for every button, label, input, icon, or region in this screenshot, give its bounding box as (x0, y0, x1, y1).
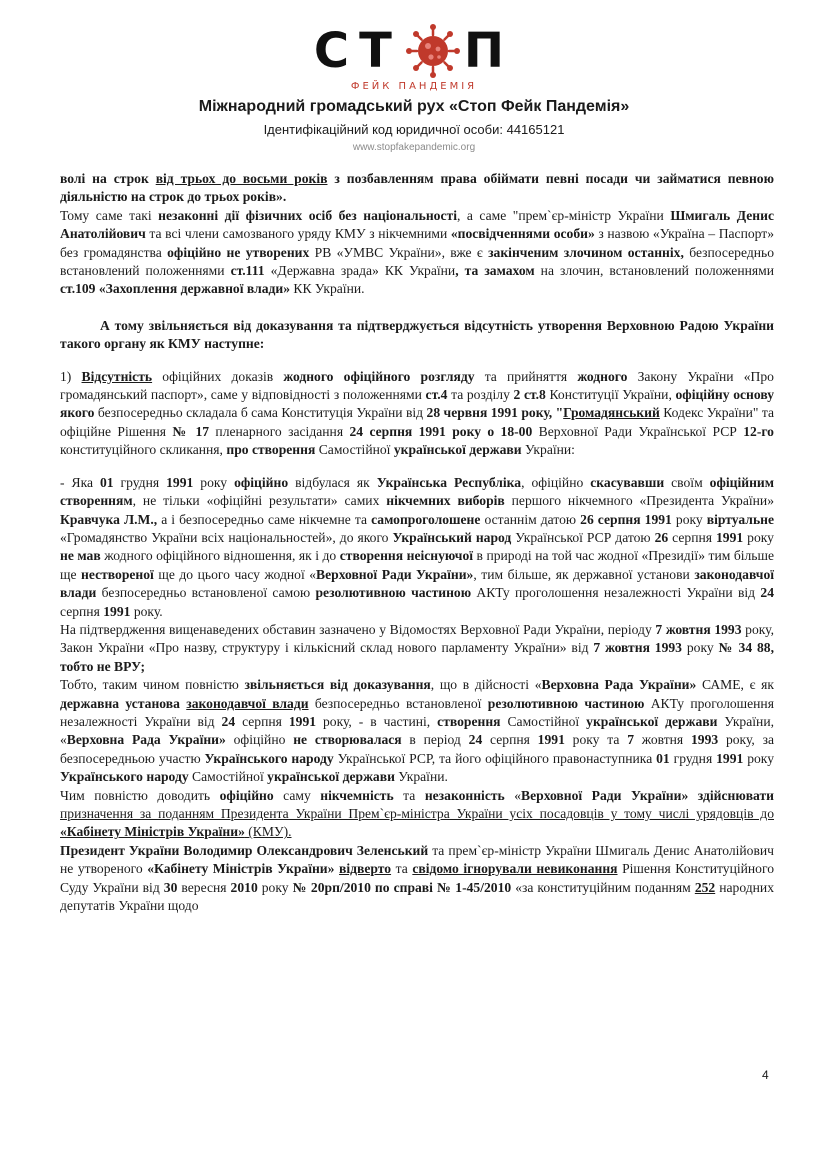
spacer (60, 299, 774, 317)
letterhead (0, 0, 828, 170)
logo (0, 20, 828, 82)
spacer (60, 354, 774, 368)
logo-tagline: ФЕЙК ПАНДЕМІЯ (350, 81, 478, 92)
paragraph-9: Президент України Володимир Олександрович Зеленський та прем`єр-міністр України Шмигаль Денис Анатолійович не утвореного «Кабінету Міністрів України» відверто та свідомо ігнорували невиконання Рішення Конституційного Суду України від 30 вересня 2010 року № 20рп/2010 по справі № 1-45/2010 «за конституційним поданням 252 народних депутатів України щодо (60, 842, 775, 914)
organization-id-code: Ідентифікаційний код юридичної особи: 44165121 (263, 122, 565, 137)
virus-icon (406, 24, 460, 78)
paragraph-5: - Яка 01 грудня 1991 року офіційно відбулася як Українська Республіка, офіційно скасувавши своїм офіційним створенням, не тільки «офіційні результати» самих нікчемних виборів першого нікчемного «Президента України» Кравчука Л.М., а і безпосередньо саме нікчемне та самопроголошене останнім датою 26 серпня 1991 року віртуальне «Громадянство України всіх національностей», до якого Український народ Української РСР датою 26 серпня 1991 року не мав жодного офіційного відношення, як і до створення неіснуючої в природі на той час жодної «Президії» тим більше ще нествореної ще до цього часу жодної «Верховної Ради України», тим більше, як державної установи законодавчої влади безпосередньо встановленої самою резолютивною частиною АКТу проголошення незалежності України від 24 серпня 1991 року. (60, 474, 775, 619)
document-body (60, 170, 774, 915)
paragraph-2: Тому саме такі незаконні дії фізичних осіб без національності, а саме "прем`єр-міністр України Шмигаль Денис Анатолійович та всі члени самозваного уряду КМУ з нікчемними «посвідченнями особи» з назвою «Україна – Паспорт» без громадянства офіційно не утворених РВ «УМВС України», вже є закінченим злочином останніх, безпосередньо встановлений положеннями ст.111 «Державна зрада» КК України, та замахом на злочин, встановлений положеннями ст.109 «Захоплення державної влади» КК України. (60, 207, 775, 297)
paragraph-6: На підтвердження вищенаведених обставин зазначено у Відомостях Верховної Ради України, періоду 7 жовтня 1993 року, Закон України «Про назву, структуру і кількісний склад нового парламенту України» від 7 жовтня 1993 року № 34 88, тобто не ВРУ; (60, 621, 774, 674)
spacer (60, 460, 774, 474)
logo-text-left: СТ (313, 23, 402, 79)
logo-text-right: П (463, 23, 515, 79)
website-link[interactable]: www.stopfakepandemic.org (352, 142, 476, 153)
paragraph-4: 1) Відсутність офіційних доказів жодного офіційного розгляду та прийняття жодного Закону України «Про громадянський паспорт», саме у відповідності з положеннями ст.4 та розділу 2 ст.8 Конституції України, офіційну основу якого безпосередньо складала б сама Конституція України від 28 червня 1991 року, "Громадянський Кодекс України" та офіційне Рішення № 17 пленарного засідання 24 серпня 1991 року о 18-00 Верховної Ради Української РСР 12-го конституційного скликання, про створення Самостійної української держави України: (60, 368, 775, 458)
paragraph-3: А тому звільняється від доказування та підтверджується відсутність утворення Верховною Радою України такого органу як КМУ наступне: (60, 317, 774, 352)
paragraph-7: Тобто, таким чином повністю звільняється від доказування, що в дійсності «Верховна Рада України» САМЕ, є як державна установа законодавчої влади безпосередньо встановленої резолютивною частиною АКТу проголошення незалежності України від 24 серпня 1991 року, - в частині, створення Самостійної української держави України, «Верховна Рада України» офіційно не створювалася в період 24 серпня 1991 року та 7 жовтня 1993 року, за безпосередньою участю Українського народу Української РСР, та його офіційного правонаступника 01 грудня 1991 року Українського народу Самостійної української держави України. (60, 677, 775, 785)
paragraph-1: волі на строк від трьох до восьми років з позбавленням права обіймати певні посади чи займатися певною діяльністю на строк до трьох років». (60, 171, 774, 205)
page-number: 4 (762, 1068, 769, 1082)
paragraph-8: Чим повністю доводить офіційно саму нікчемність та незаконність «Верховної Ради України» здійснювати призначення за поданням Президента України Прем`єр-міністра України усіх посадовців у тому числі урядовців до «Кабінету Міністрів України» (КМУ). (60, 787, 775, 840)
organization-name: Міжнародний громадський рух «Стоп Фейк Пандемія» (198, 98, 630, 115)
